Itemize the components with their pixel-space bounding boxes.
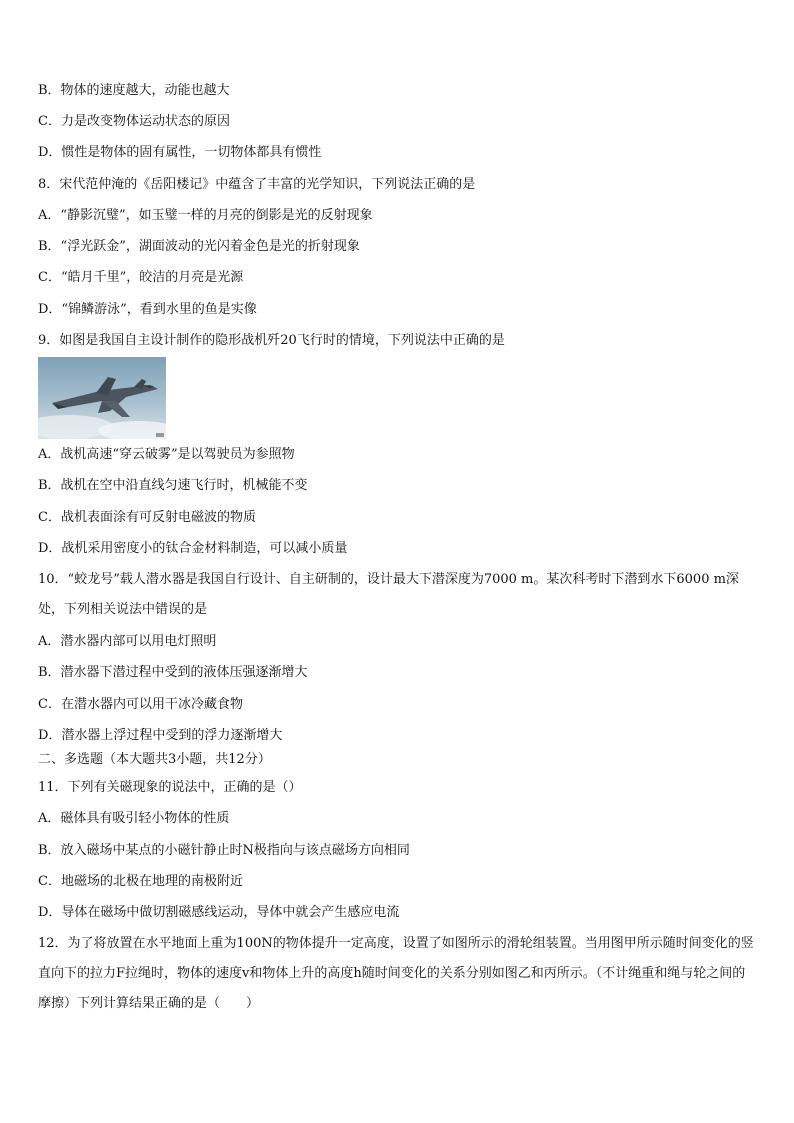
question-9: 9．如图是我国自主设计制作的隐形战机歼20飞行时的情境，下列说法中正确的是 bbox=[38, 333, 505, 348]
option-d-q10: D．潜水器上浮过程中受到的浮力逐渐增大 bbox=[38, 728, 283, 743]
section-heading-multi-choice: 二、多选题（本大题共3小题，共12分） bbox=[38, 752, 271, 767]
option-d-q8: D．“锦鳞游泳”，看到水里的鱼是实像 bbox=[38, 302, 257, 317]
option-b-q11: B．放入磁场中某点的小磁针静止时N极指向与该点磁场方向相同 bbox=[38, 843, 410, 858]
question-11: 11．下列有关磁现象的说法中，正确的是（） bbox=[38, 780, 302, 795]
option-c-q9: C．战机表面涂有可反射电磁波的物质 bbox=[38, 510, 256, 525]
option-b-q10: B．潜水器下潜过程中受到的液体压强逐渐增大 bbox=[38, 665, 308, 680]
option-c-q7: C．力是改变物体运动状态的原因 bbox=[38, 114, 230, 129]
option-c-q11: C．地磁场的北极在地理的南极附近 bbox=[38, 874, 243, 889]
option-b-q7: B．物体的速度越大，动能也越大 bbox=[38, 83, 230, 98]
option-a-q11: A．磁体具有吸引轻小物体的性质 bbox=[38, 811, 230, 826]
option-a-q10: A．潜水器内部可以用电灯照明 bbox=[38, 634, 217, 649]
question-10: 10．“蛟龙号”载人潜水器是我国自行设计、自主研制的，设计最大下潜深度为7000 m。某次科考时下潜到水下6000 m深处，下列相关说法中错误的是 bbox=[38, 572, 739, 617]
option-d-q11: D．导体在磁场中做切割磁感线运动，导体中就会产生感应电流 bbox=[38, 905, 400, 920]
question-12: 12．为了将放置在水平地面上重为100N的物体提升一定高度，设置了如图所示的滑轮组装置。当用图甲所示随时间变化的竖直向下的拉力F拉绳时，物体的速度v和物体上升的高度h随时间变化的关系分别如图乙和丙所示。（不计绳重和绳与轮之间的摩擦）下列计算结果正确的是（ ） bbox=[38, 936, 754, 1011]
option-a-q9: A．战机高速“穿云破雾”是以驾驶员为参照物 bbox=[38, 447, 295, 462]
option-b-q8: B．“浮光跃金”，湖面波动的光闪着金色是光的折射现象 bbox=[38, 239, 360, 254]
question-8: 8．宋代范仲淹的《岳阳楼记》中蕴含了丰富的光学知识，下列说法正确的是 bbox=[38, 177, 476, 192]
option-c-q10: C．在潜水器内可以用干冰冷藏食物 bbox=[38, 697, 243, 712]
option-a-q8: A．“静影沉璧”，如玉璧一样的月亮的倒影是光的反射现象 bbox=[38, 208, 373, 223]
option-b-q9: B．战机在空中沿直线匀速飞行时，机械能不变 bbox=[38, 478, 308, 493]
option-d-q7: D．惯性是物体的固有属性，一切物体都具有惯性 bbox=[38, 145, 322, 160]
option-c-q8: C．“皓月千里”，皎洁的月亮是光源 bbox=[38, 270, 244, 285]
option-d-q9: D．战机采用密度小的钛合金材料制造，可以减小质量 bbox=[38, 541, 348, 556]
fighter-jet-icon bbox=[38, 357, 166, 439]
fighter-jet-photo bbox=[38, 357, 166, 439]
